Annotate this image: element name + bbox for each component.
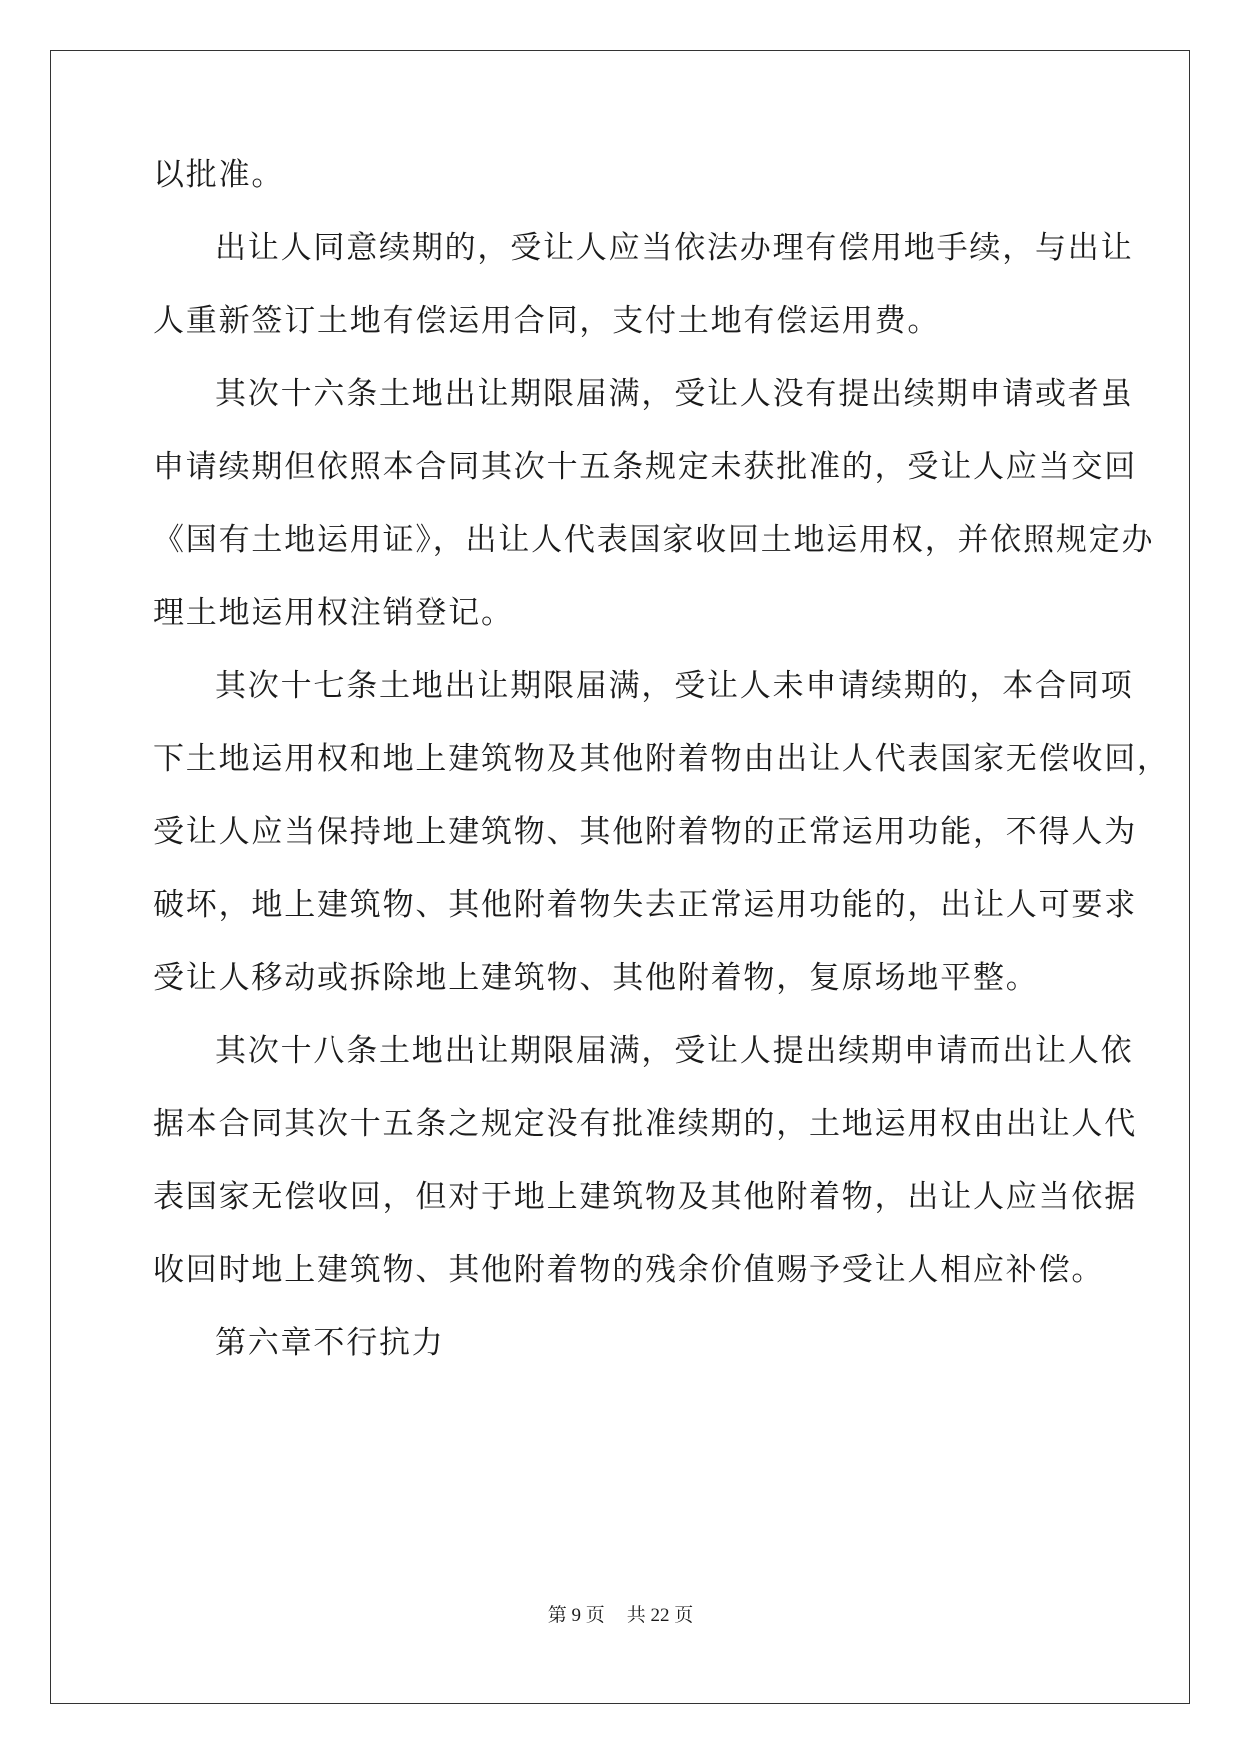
text-line: 收回时地上建筑物、其他附着物的残余价值赐予受让人相应补偿。: [153, 1252, 1105, 1288]
text-line: 破坏，地上建筑物、其他附着物失去正常运用功能的，出让人可要求: [153, 887, 1137, 923]
page-footer: [0, 1600, 1241, 1627]
page-number: 第 9 页: [547, 1605, 605, 1626]
page-border: [50, 50, 1190, 1704]
text-line: 《国有土地运用证》，出让人代表国家收回土地运用权，并依照规定办: [153, 522, 1155, 558]
text-line: 受让人移动或拆除地上建筑物、其他附着物，复原场地平整。: [153, 960, 1039, 996]
text-line: 据本合同其次十五条之规定没有批准续期的，土地运用权由出让人代: [153, 1106, 1137, 1142]
text-line: 表国家无偿收回，但对于地上建筑物及其他附着物，出让人应当依据: [153, 1179, 1137, 1215]
paragraph-line: 出让人同意续期的，受让人应当依法办理有偿用地手续，与出让: [215, 230, 1134, 266]
text-line: 人重新签订土地有偿运用合同，支付土地有偿运用费。: [153, 303, 941, 339]
paragraph-line: 其次十六条土地出让期限届满，受让人没有提出续期申请或者虽: [215, 376, 1134, 412]
text-line: 下土地运用权和地上建筑物及其他附着物由出让人代表国家无偿收回，: [153, 741, 1170, 777]
text-line: 受让人应当保持地上建筑物、其他附着物的正常运用功能，不得人为: [153, 814, 1137, 850]
text-line: 申请续期但依照本合同其次十五条规定未获批准的，受让人应当交回: [153, 449, 1137, 485]
text-line: 理土地运用权注销登记。: [153, 595, 514, 631]
paragraph-line: 其次十七条土地出让期限届满，受让人未申请续期的，本合同项: [215, 668, 1134, 704]
text-line: 以批准。: [153, 157, 285, 193]
page-total: 共 22 页: [626, 1605, 694, 1626]
chapter-heading: 第六章不行抗力: [215, 1325, 445, 1361]
paragraph-line: 其次十八条土地出让期限届满，受让人提出续期申请而出让人依: [215, 1033, 1134, 1069]
